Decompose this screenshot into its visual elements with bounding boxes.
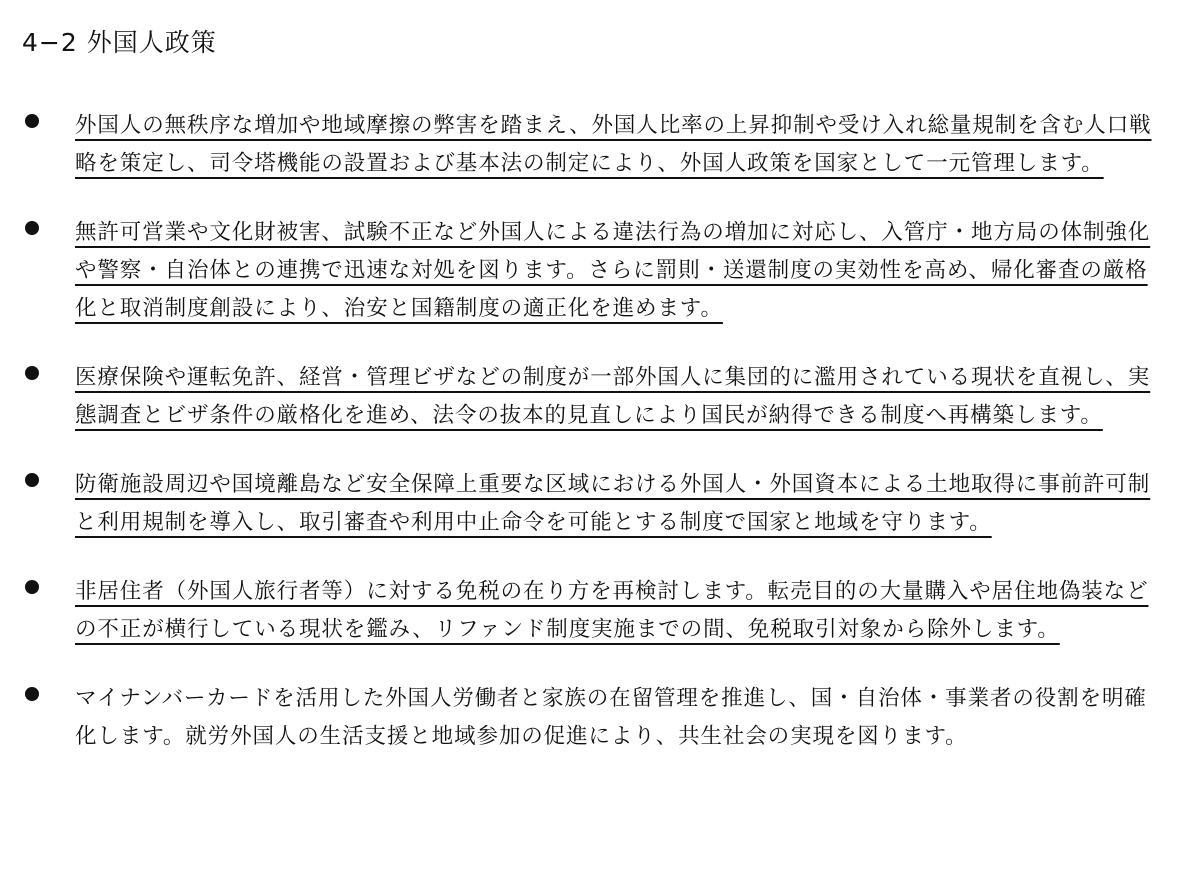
policy-item-text: マイナンバーカードを活用した外国人労働者と家族の在留管理を推進し、国・自治体・事業者の役割を明確化します。就労外国人の生活支援と地域参加の促進により、共生社会の実現を図ります。 bbox=[75, 686, 1147, 749]
bullet-icon bbox=[25, 687, 39, 701]
bullet-icon bbox=[25, 114, 39, 128]
bullet-icon bbox=[25, 221, 39, 235]
bullet-icon bbox=[25, 580, 39, 594]
policy-item-text: 外国人の無秩序な増加や地域摩擦の弊害を踏まえ、外国人比率の上昇抑制や受け入れ総量規制を含む人口戦略を策定し、司令塔機能の設置および基本法の制定により、外国人政策を国家として一元管理します。 bbox=[75, 113, 1152, 176]
policy-item bbox=[22, 359, 1170, 435]
bullet-icon bbox=[25, 473, 39, 487]
policy-item bbox=[22, 466, 1170, 542]
policy-item-text: 非居住者（外国人旅行者等）に対する免税の在り方を再検討します。転売目的の大量購入や居住地偽装などの不正が横行している現状を鑑み、リファンド制度実施までの間、免税取引対象から除外します。 bbox=[75, 579, 1149, 642]
bullet-icon bbox=[25, 366, 39, 380]
policy-item-text: 防衛施設周辺や国境離島など安全保障上重要な区域における外国人・外国資本による土地取得に事前許可制と利用規制を導入し、取引審査や利用中止命令を可能とする制度で国家と地域を守ります。 bbox=[75, 472, 1151, 535]
policy-item bbox=[22, 573, 1170, 649]
policy-item-text: 医療保険や運転免許、経営・管理ビザなどの制度が一部外国人に集団的に濫用されている現状を直視し、実態調査とビザ条件の厳格化を進め、法令の抜本的見直しにより国民が納得できる制度へ再構築します。 bbox=[75, 365, 1151, 428]
policy-item-text: 無許可営業や文化財被害、試験不正など外国人による違法行為の増加に対応し、入管庁・地方局の体制強化や警察・自治体との連携で迅速な対処を図ります。さらに罰則・送還制度の実効性を高め、帰化審査の厳格化と取消制度創設により、治安と国籍制度の適正化を進めます。 bbox=[75, 220, 1151, 321]
policy-item bbox=[22, 214, 1170, 328]
policy-item bbox=[22, 107, 1170, 183]
section-heading: 4−2 外国人政策 bbox=[22, 28, 217, 57]
policy-bullet-list bbox=[22, 107, 1170, 756]
policy-item bbox=[22, 680, 1170, 756]
